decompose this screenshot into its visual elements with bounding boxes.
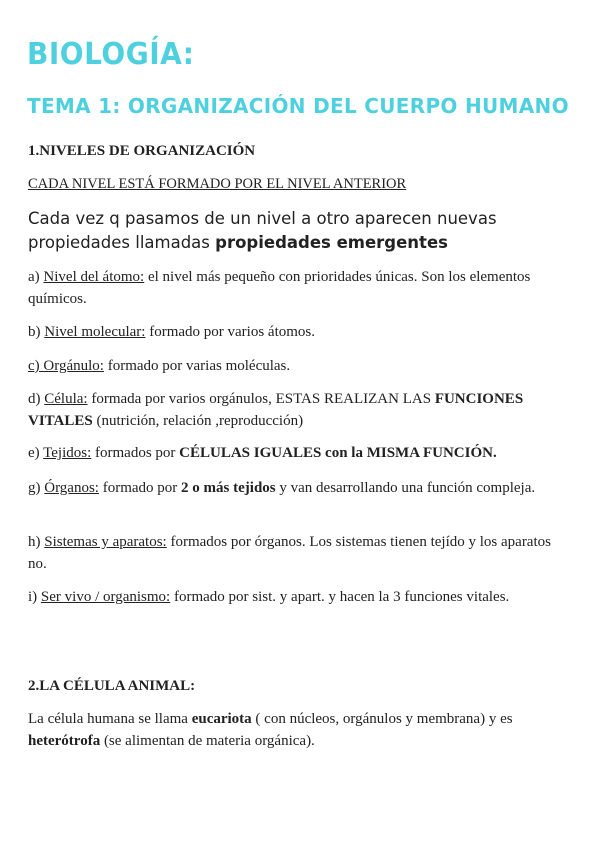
level-prefix: i) — [28, 589, 41, 605]
cell-paragraph — [28, 708, 573, 752]
level-after: (nutrición, relación ,reproducción) — [92, 413, 304, 429]
level-text: formado por varios átomos. — [145, 324, 316, 340]
rule-text: CADA NIVEL ESTÁ FORMADO POR EL NIVEL ANTERIOR — [28, 176, 407, 192]
cell-bold-2: heterótrofa — [28, 733, 101, 749]
level-text: formado por sist. y apart. y hacen la 3 funciones vitales. — [170, 589, 510, 605]
level-term: Tejidos: — [43, 445, 92, 461]
level-term: Órganos: — [44, 480, 99, 496]
level-bold: 2 o más tejidos — [181, 480, 276, 496]
level-a — [28, 266, 573, 310]
level-i — [28, 586, 573, 608]
level-prefix: h) — [28, 534, 45, 550]
level-prefix: a) — [28, 269, 44, 285]
level-e — [28, 442, 573, 464]
cell-text-3: (se alimentan de materia orgánica). — [100, 733, 315, 749]
level-text: formados por — [91, 445, 180, 461]
level-bold: FUNCIONES VITALES — [28, 391, 524, 429]
level-term: Nivel del átomo: — [43, 269, 145, 285]
topic-title: TEMA 1: ORGANIZACIÓN DEL CUERPO HUMANO — [27, 94, 569, 118]
level-term: Célula: — [44, 391, 88, 407]
level-text: formado por varias moléculas. — [103, 358, 291, 374]
level-term: Ser vivo / organismo: — [40, 589, 171, 605]
level-term: c) Orgánulo: — [28, 358, 104, 374]
cell-text-2: ( con núcleos, orgánulos y membrana) y es — [251, 711, 513, 727]
level-text: el nivel más pequeño con prioridades únicas. Son los elementos químicos. — [28, 269, 531, 307]
level-term: Nivel molecular: — [44, 324, 146, 340]
section-2-heading: 2.LA CÉLULA ANIMAL: — [28, 678, 196, 694]
level-text: formada por varios orgánulos, ESTAS REALIZAN LAS — [87, 391, 435, 407]
level-h — [28, 531, 573, 575]
level-prefix: e) — [28, 445, 44, 461]
level-prefix: d) — [28, 391, 45, 407]
cell-bold-1: eucariota — [191, 711, 252, 727]
level-text: formado por — [98, 480, 182, 496]
level-c — [28, 355, 573, 377]
intro-text: Cada vez q pasamos de un nivel a otro aparecen nuevas propiedades llamadas — [28, 209, 497, 252]
level-after: y van desarrollando una función compleja. — [275, 480, 536, 496]
section-1-rule — [28, 173, 573, 195]
level-g — [28, 477, 573, 499]
level-d — [28, 388, 573, 432]
intro-bold: propiedades emergentes — [215, 233, 448, 252]
page-title: BIOLOGÍA: — [27, 36, 195, 72]
level-prefix: g) — [28, 480, 45, 496]
intro-paragraph — [28, 207, 573, 255]
section-1-heading: 1.NIVELES DE ORGANIZACIÓN — [28, 143, 256, 159]
level-text: formados por órganos. Los sistemas tienen tejído y los aparatos no. — [28, 534, 551, 572]
level-b — [28, 321, 573, 343]
level-prefix: b) — [28, 324, 45, 340]
level-bold: CÉLULAS IGUALES con la MISMA FUNCIÓN. — [179, 445, 497, 461]
cell-text-1: La célula humana se llama — [28, 711, 192, 727]
level-term: Sistemas y aparatos: — [44, 534, 167, 550]
